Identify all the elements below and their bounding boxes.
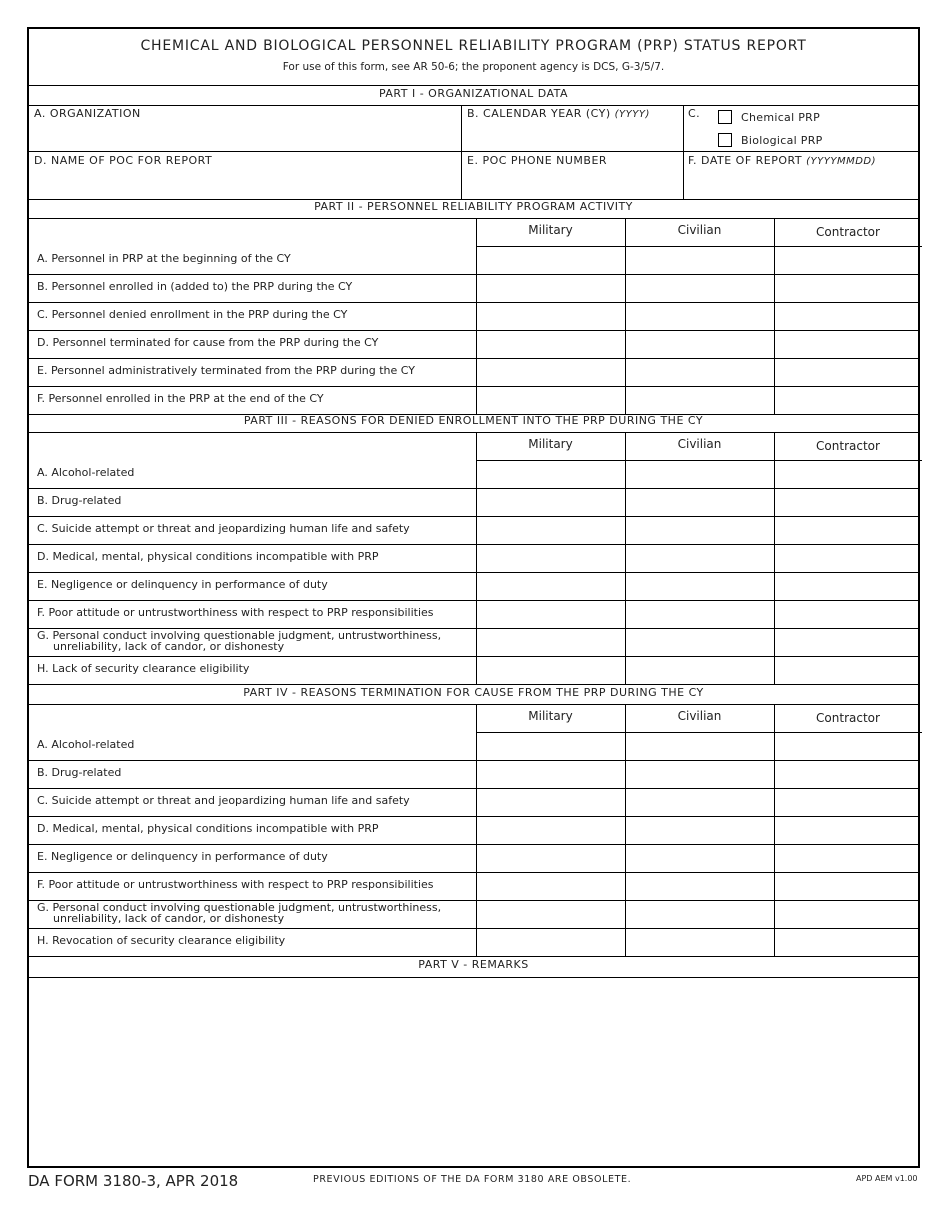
part2-civilian-input[interactable] [626, 275, 773, 301]
part2-civilian-input[interactable] [626, 303, 773, 329]
part2-contractor-input[interactable] [775, 387, 921, 413]
part3-military-input[interactable] [477, 489, 624, 515]
part2-military-input[interactable] [477, 275, 624, 301]
part3-contractor-input[interactable] [775, 517, 921, 543]
part3-military-input[interactable] [477, 461, 624, 487]
part4-civilian-input[interactable] [626, 901, 773, 927]
chemical-prp-label: Chemical PRP [741, 111, 821, 124]
part2-military-input[interactable] [477, 387, 624, 413]
part3-civilian-input[interactable] [626, 629, 773, 655]
table-row-label: F. Poor attitude or untrustworthiness with respect to PRP responsibilities [37, 878, 434, 891]
part2-col-military-header: Military [528, 223, 573, 237]
table-row-label: C. Suicide attempt or threat and jeopardizing human life and safety [37, 794, 410, 807]
organization-label: A. ORGANIZATION [34, 107, 141, 120]
part3-civilian-input[interactable] [626, 601, 773, 627]
part2-contractor-input[interactable] [775, 359, 921, 385]
table-row-label: E. Personnel administratively terminated from the PRP during the CY [37, 364, 415, 377]
report-date-label: F. DATE OF REPORT (YYYYMMDD) [688, 154, 877, 167]
part2-civilian-input[interactable] [626, 359, 773, 385]
part3-civilian-input[interactable] [626, 657, 773, 683]
part4-military-input[interactable] [477, 929, 624, 955]
table-row-label: C. Suicide attempt or threat and jeopardizing human life and safety [37, 522, 410, 535]
part4-title: PART IV - REASONS TERMINATION FOR CAUSE FROM THE PRP DURING THE CY [243, 686, 704, 699]
biological-prp-label: Biological PRP [741, 134, 823, 147]
part3-contractor-input[interactable] [775, 629, 921, 655]
table-row-label: A. Personnel in PRP at the beginning of the CY [37, 252, 291, 265]
poc-name-label: D. NAME OF POC FOR REPORT [34, 154, 213, 167]
part4-contractor-input[interactable] [775, 845, 921, 871]
part4-civilian-input[interactable] [626, 929, 773, 955]
part2-contractor-input[interactable] [775, 247, 921, 273]
part3-col-civilian-header: Civilian [677, 437, 722, 451]
part4-contractor-input[interactable] [775, 817, 921, 843]
part4-civilian-input[interactable] [626, 873, 773, 899]
remarks-field[interactable] [31, 979, 918, 1165]
part2-title: PART II - PERSONNEL RELIABILITY PROGRAM ACTIVITY [314, 200, 633, 213]
biological-prp-checkbox[interactable] [718, 133, 732, 147]
prp-status-report-form [27, 27, 920, 1168]
calendar-year-field[interactable] [465, 121, 681, 149]
part4-military-input[interactable] [477, 817, 624, 843]
part1-title: PART I - ORGANIZATIONAL DATA [378, 87, 569, 100]
table-row-label: B. Drug-related [37, 494, 122, 507]
part2-contractor-input[interactable] [775, 303, 921, 329]
program-label: C. [688, 107, 701, 120]
table-row-label: G. Personal conduct involving questionable judgment, untrustworthiness, unreliability, lack of candor, or dishonesty [37, 629, 442, 653]
table-row-label: B. Drug-related [37, 766, 122, 779]
part3-military-input[interactable] [477, 601, 624, 627]
part3-contractor-input[interactable] [775, 657, 921, 683]
part2-military-input[interactable] [477, 359, 624, 385]
part4-contractor-input[interactable] [775, 929, 921, 955]
obsolete-notice: PREVIOUS EDITIONS OF THE DA FORM 3180 ARE OBSOLETE. [313, 1174, 632, 1185]
calendar-year-label: B. CALENDAR YEAR (CY) (YYYY) [467, 107, 650, 120]
part3-contractor-input[interactable] [775, 545, 921, 571]
part3-contractor-input[interactable] [775, 461, 921, 487]
report-date-field[interactable] [686, 168, 918, 196]
part3-contractor-input[interactable] [775, 601, 921, 627]
part3-title: PART III - REASONS FOR DENIED ENROLLMENT INTO THE PRP DURING THE CY [243, 414, 704, 427]
table-row-label: D. Personnel terminated for cause from the PRP during the CY [37, 336, 379, 349]
table-row-label: D. Medical, mental, physical conditions incompatible with PRP [37, 822, 379, 835]
part4-col-contractor-header: Contractor [816, 711, 880, 725]
poc-name-field[interactable] [31, 168, 459, 196]
part2-military-input[interactable] [477, 303, 624, 329]
part3-col-military-header: Military [528, 437, 573, 451]
part2-contractor-input[interactable] [775, 331, 921, 357]
part4-col-military-header: Military [528, 709, 573, 723]
part4-military-input[interactable] [477, 789, 624, 815]
part2-civilian-input[interactable] [626, 247, 773, 273]
form-title: CHEMICAL AND BIOLOGICAL PERSONNEL RELIABILITY PROGRAM (PRP) STATUS REPORT [140, 38, 807, 54]
part2-col-civilian-header: Civilian [677, 223, 722, 237]
part4-contractor-input[interactable] [775, 789, 921, 815]
part2-military-input[interactable] [477, 331, 624, 357]
part4-civilian-input[interactable] [626, 733, 773, 759]
part4-military-input[interactable] [477, 901, 624, 927]
table-row-label: D. Medical, mental, physical conditions incompatible with PRP [37, 550, 379, 563]
part5-title: PART V - REMARKS [418, 958, 529, 971]
form-number: DA FORM 3180-3, APR 2018 [28, 1172, 239, 1190]
part4-civilian-input[interactable] [626, 761, 773, 787]
table-row-label: A. Alcohol-related [37, 466, 135, 479]
table-row-label: E. Negligence or delinquency in performance of duty [37, 578, 328, 591]
poc-phone-field[interactable] [465, 168, 681, 196]
poc-phone-label: E. POC PHONE NUMBER [467, 154, 608, 167]
table-row-label: G. Personal conduct involving questionable judgment, untrustworthiness, unreliability, lack of candor, or dishonesty [37, 901, 442, 925]
part3-military-input[interactable] [477, 657, 624, 683]
table-row-label: A. Alcohol-related [37, 738, 135, 751]
part3-civilian-input[interactable] [626, 489, 773, 515]
part2-civilian-input[interactable] [626, 387, 773, 413]
part3-civilian-input[interactable] [626, 545, 773, 571]
table-row-label: B. Personnel enrolled in (added to) the PRP during the CY [37, 280, 353, 293]
part3-civilian-input[interactable] [626, 573, 773, 599]
part3-civilian-input[interactable] [626, 461, 773, 487]
part3-contractor-input[interactable] [775, 489, 921, 515]
form-version: APD AEM v1.00 [856, 1174, 918, 1183]
form-subtitle: For use of this form, see AR 50-6; the proponent agency is DCS, G-3/5/7. [282, 61, 665, 73]
part3-col-contractor-header: Contractor [816, 439, 880, 453]
part4-military-input[interactable] [477, 873, 624, 899]
part4-military-input[interactable] [477, 845, 624, 871]
part4-military-input[interactable] [477, 733, 624, 759]
part4-military-input[interactable] [477, 761, 624, 787]
part3-military-input[interactable] [477, 629, 624, 655]
part3-contractor-input[interactable] [775, 573, 921, 599]
part4-contractor-input[interactable] [775, 733, 921, 759]
part2-civilian-input[interactable] [626, 331, 773, 357]
part2-col-contractor-header: Contractor [816, 225, 880, 239]
table-row-label: H. Revocation of security clearance eligibility [37, 934, 286, 947]
table-row-label: H. Lack of security clearance eligibility [37, 662, 250, 675]
part4-contractor-input[interactable] [775, 761, 921, 787]
table-row-label: F. Poor attitude or untrustworthiness with respect to PRP responsibilities [37, 606, 434, 619]
part4-col-civilian-header: Civilian [677, 709, 722, 723]
table-row-label: C. Personnel denied enrollment in the PRP during the CY [37, 308, 348, 321]
chemical-prp-checkbox[interactable] [718, 110, 732, 124]
part3-military-input[interactable] [477, 573, 624, 599]
part4-civilian-input[interactable] [626, 817, 773, 843]
organization-field[interactable] [31, 121, 459, 149]
part4-civilian-input[interactable] [626, 789, 773, 815]
part2-military-input[interactable] [477, 247, 624, 273]
part3-military-input[interactable] [477, 517, 624, 543]
part4-contractor-input[interactable] [775, 873, 921, 899]
part2-contractor-input[interactable] [775, 275, 921, 301]
part4-contractor-input[interactable] [775, 901, 921, 927]
table-row-label: F. Personnel enrolled in the PRP at the end of the CY [37, 392, 324, 405]
part3-military-input[interactable] [477, 545, 624, 571]
table-row-label: E. Negligence or delinquency in performance of duty [37, 850, 328, 863]
part4-civilian-input[interactable] [626, 845, 773, 871]
part3-civilian-input[interactable] [626, 517, 773, 543]
